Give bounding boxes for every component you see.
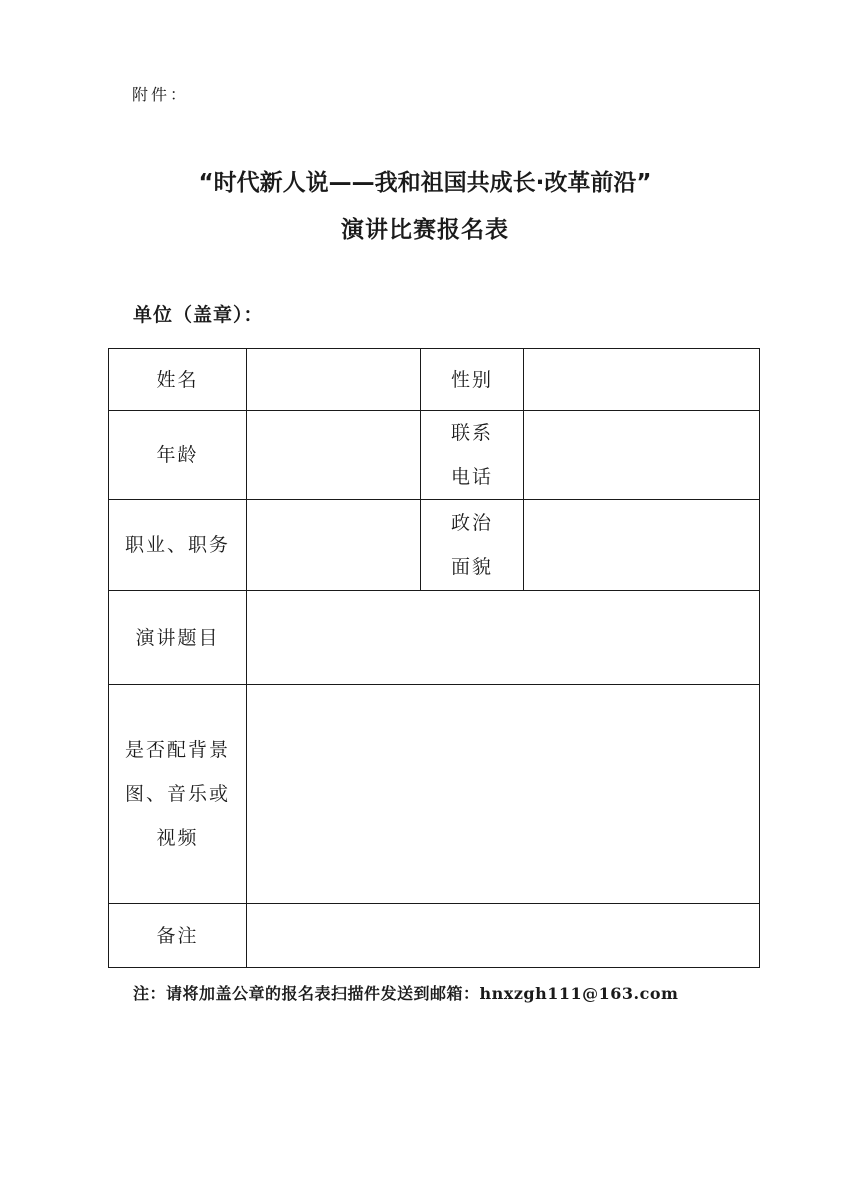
age-label: 年龄 (109, 411, 247, 500)
name-label: 姓名 (109, 349, 247, 411)
table-row (109, 904, 760, 968)
name-field[interactable] (247, 349, 421, 411)
political-label-line2: 面貌 (450, 556, 493, 578)
table-row (109, 349, 760, 411)
occupation-field[interactable] (247, 500, 421, 591)
political-status-field[interactable] (524, 500, 760, 591)
table-row (109, 685, 760, 904)
age-field[interactable] (247, 411, 421, 500)
phone-field[interactable] (524, 411, 760, 500)
registration-form-table (108, 348, 760, 968)
media-label-line1: 是否配背景 (124, 739, 230, 761)
political-label-line1: 政治 (450, 512, 493, 534)
speech-title-field[interactable] (247, 591, 760, 685)
media-label (109, 685, 247, 904)
table-row (109, 411, 760, 500)
attachment-label: 附件： (132, 85, 190, 104)
table-row (109, 591, 760, 685)
gender-label: 性别 (421, 349, 524, 411)
footnote (133, 981, 678, 1004)
form-title-line1: “时代新人说——我和祖国共成长·改革前沿” (198, 170, 652, 196)
occupation-label: 职业、职务 (109, 500, 247, 591)
media-label-line3: 视频 (156, 827, 199, 849)
speech-title-label: 演讲题目 (109, 591, 247, 685)
media-label-line2: 图、音乐或 (124, 783, 230, 805)
remarks-field[interactable] (247, 904, 760, 968)
form-title-line2: 演讲比赛报名表 (341, 217, 509, 243)
gender-field[interactable] (524, 349, 760, 411)
political-status-label (421, 500, 524, 591)
phone-label-line1: 联系 (450, 422, 493, 444)
table-row (109, 500, 760, 591)
remarks-label: 备注 (109, 904, 247, 968)
email-address: hnxzgh111@163.com (479, 984, 679, 1003)
footnote-text: 注：请将加盖公章的报名表扫描件发送到邮箱： (133, 984, 480, 1003)
phone-label (421, 411, 524, 500)
media-field[interactable] (247, 685, 760, 904)
unit-stamp-label: 单位（盖章）： (133, 304, 264, 326)
phone-label-line2: 电话 (450, 466, 493, 488)
